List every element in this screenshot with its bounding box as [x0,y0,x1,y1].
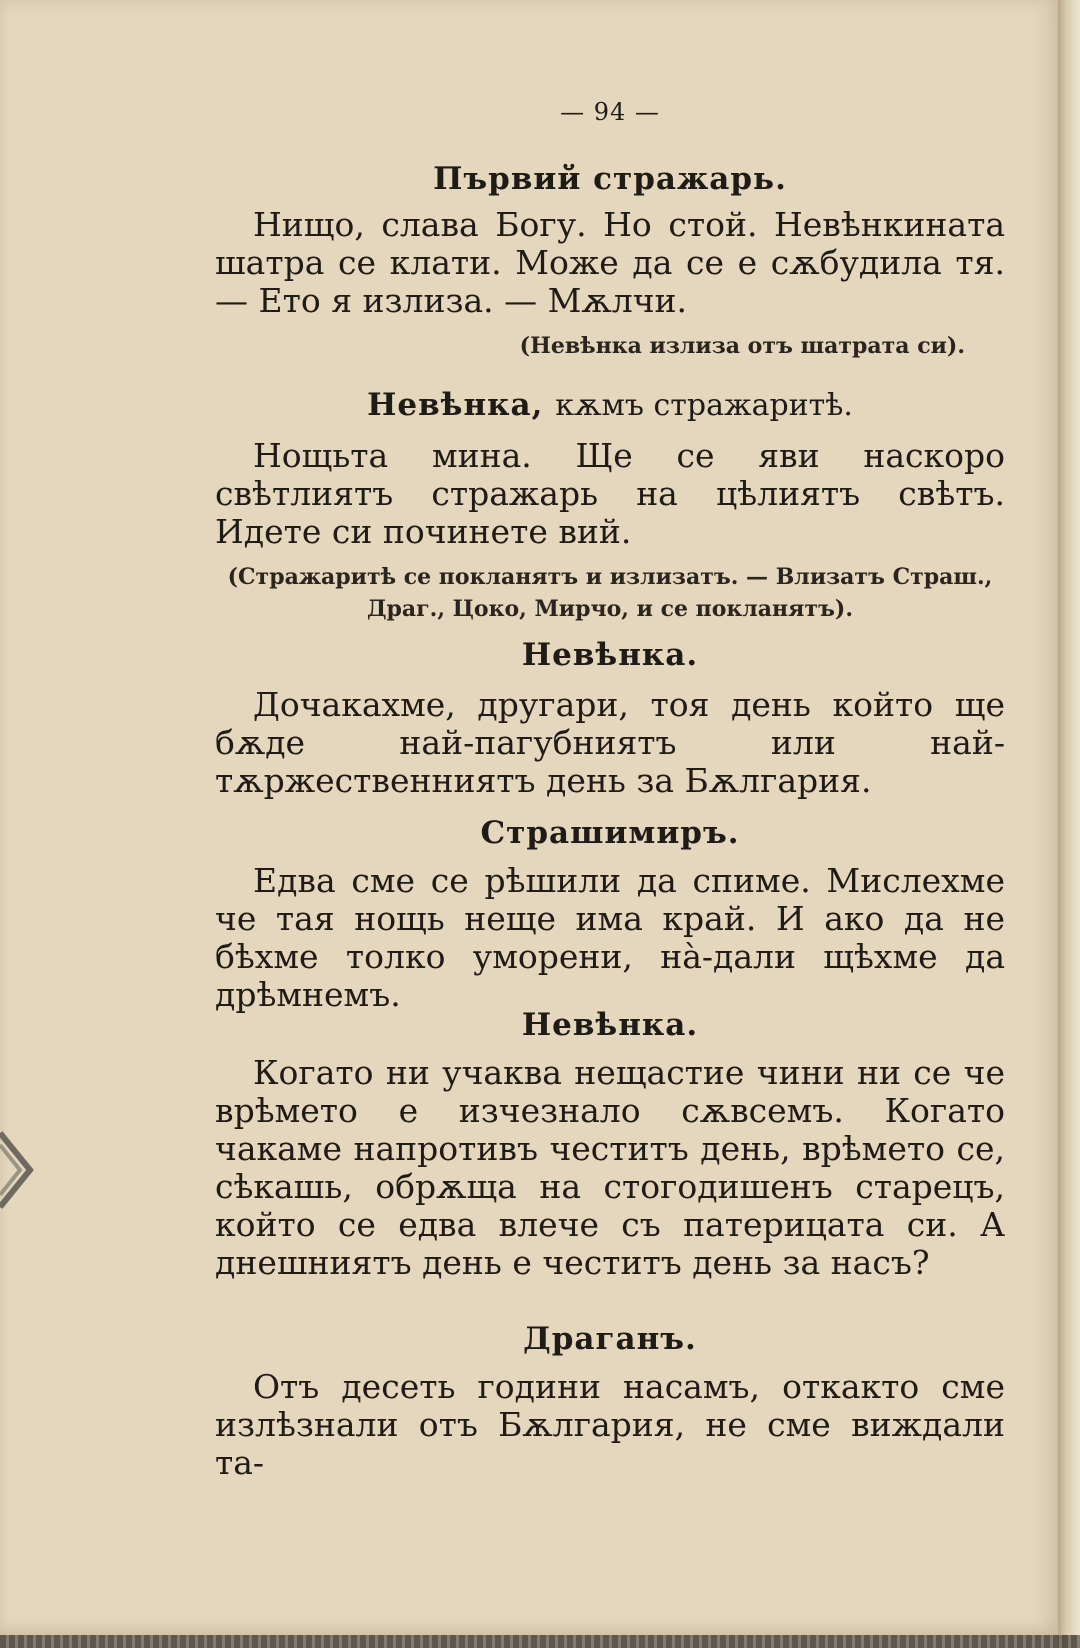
page-edge-shadow [1058,0,1080,1648]
speech-text: Когато ни учаква нещастие чини ни се че врѣмето е изчезнало сѫвсемъ. Когато чакаме напротивъ честитъ день, врѣмето се, сѣкашь, обрѫща на стогодишенъ старецъ, който се едва влече съ патерицата си. А днешниятъ день е честитъ день за насъ? [215,1053,1005,1282]
dialogue-section-1 [215,160,1005,362]
speaker-heading: Драганъ. [523,1321,697,1357]
speaker-aside: кѫмъ стражаритѣ. [555,388,853,423]
page-turn-marker-icon [0,1125,40,1215]
speech-text: Отъ десеть години насамъ, откакто сме излѣзнали отъ Бѫлгария, не сме виждали та- [215,1367,1005,1482]
dialogue-section-3 [215,636,1005,800]
stage-direction: (Стражаритѣ се покланятъ и излизатъ. — Влизатъ Страш., Драг., Цоко, Мирчо, и се покланятъ). [227,564,993,622]
speaker-heading: Страшимиръ. [480,815,740,851]
speech-text: Дочакахме, другари, тоя день който ще бѫде най-пагубниятъ или най-тѫржественниятъ день за Бѫлгария. [215,685,1005,800]
speech-text: Нощьта мина. Ще се яви наскоро свѣтлиятъ стражарь на цѣлиятъ свѣтъ. Идете си починете вий. [215,436,1005,551]
speaker-heading: Невѣнка. [521,1007,699,1043]
speaker-heading: Първий стражарь. [433,161,787,197]
scan-bottom-edge [0,1635,1080,1648]
dialogue-section-6 [215,1320,1005,1482]
speech-text: Едва сме се рѣшили да спиме. Мислехме че тая нощь неще има край. И ако да не бѣхме толко уморени, нà-дали щѣхме да дрѣмнемъ. [215,861,1005,1014]
speech-text: Нищо, слава Богу. Но стой. Невѣнкината шатра се клати. Може да се е сѫбудила тя.— Ето я излиза. — Мѫлчи. [215,205,1005,320]
speaker-heading: Невѣнка. [521,637,699,673]
dialogue-section-2 [215,386,1005,625]
page-number: — 94 — [560,98,660,126]
dialogue-section-5 [215,1006,1005,1282]
speaker-name: Невѣнка, [367,387,544,423]
speaker-heading [215,386,1005,425]
stage-direction: (Невѣнка излиза отъ шатрата си). [519,333,965,359]
dialogue-section-4 [215,814,1005,1014]
